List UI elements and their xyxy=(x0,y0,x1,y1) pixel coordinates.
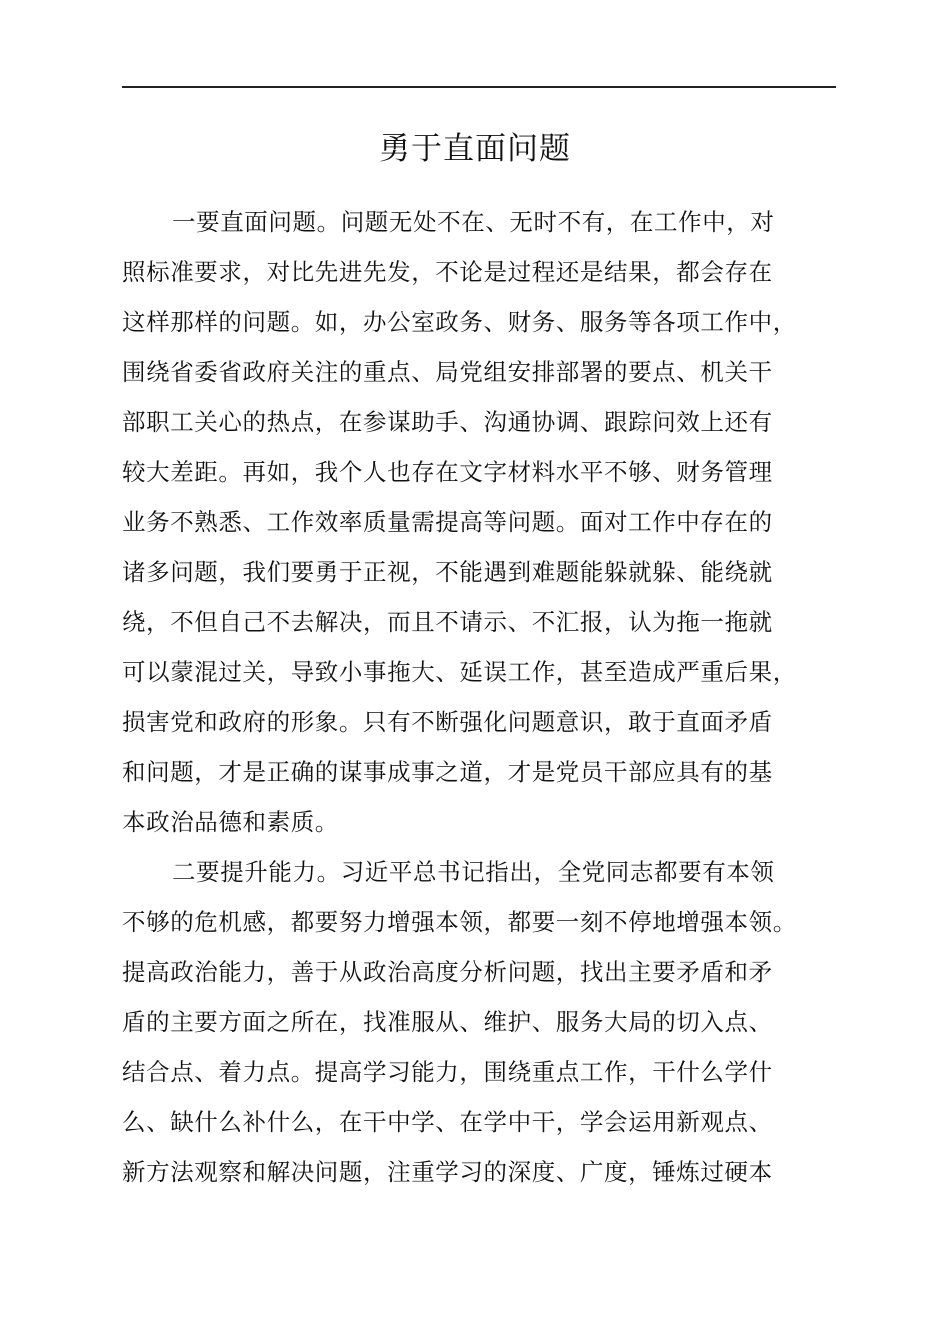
paragraph-line: 可以蒙混过关，导致小事拖大、延误工作，甚至造成严重后果， xyxy=(122,658,797,686)
paragraph-line: 本政治品德和素质。 xyxy=(122,808,339,836)
paragraph-line: 盾的主要方面之所在，找准服从、维护、服务大局的切入点、 xyxy=(122,1008,773,1036)
paragraph-line: 损害党和政府的形象。只有不断强化问题意识，敢于直面矛盾 xyxy=(122,708,773,736)
paragraph-line: 结合点、着力点。提高学习能力，围绕重点工作，干什么学什 xyxy=(122,1058,773,1086)
header-rule xyxy=(122,86,836,88)
paragraph-line: 照标准要求，对比先进先发，不论是过程还是结果，都会存在 xyxy=(122,258,773,286)
paragraph-line: 业务不熟悉、工作效率质量需提高等问题。面对工作中存在的 xyxy=(122,508,773,536)
paragraph-line: 绕，不但自己不去解决，而且不请示、不汇报，认为拖一拖就 xyxy=(122,608,773,636)
paragraph-line: 围绕省委省政府关注的重点、局党组安排部署的要点、机关干 xyxy=(122,358,773,386)
paragraph-line: 么、缺什么补什么，在干中学、在学中干，学会运用新观点、 xyxy=(122,1108,773,1136)
paragraph-line: 二要提升能力。习近平总书记指出，全党同志都要有本领 xyxy=(172,858,775,886)
paragraph-line: 一要直面问题。问题无处不在、无时不有，在工作中，对 xyxy=(172,208,775,236)
paragraph-line: 这样那样的问题。如，办公室政务、财务、服务等各项工作中， xyxy=(122,308,797,336)
paragraph-line: 诸多问题，我们要勇于正视，不能遇到难题能躲就躲、能绕就 xyxy=(122,558,773,586)
paragraph-line: 不够的危机感，都要努力增强本领，都要一刻不停地增强本领。 xyxy=(122,908,797,936)
paragraph-line: 部职工关心的热点，在参谋助手、沟通协调、跟踪问效上还有 xyxy=(122,408,773,436)
paragraph-line: 较大差距。再如，我个人也存在文字材料水平不够、财务管理 xyxy=(122,458,773,486)
paragraph-line: 新方法观察和解决问题，注重学习的深度、广度，锤炼过硬本 xyxy=(122,1158,773,1186)
document-body xyxy=(122,197,838,1197)
document-title: 勇于直面问题 xyxy=(379,131,571,167)
paragraph-line: 和问题，才是正确的谋事成事之道，才是党员干部应具有的基 xyxy=(122,758,773,786)
paragraph-line: 提高政治能力，善于从政治高度分析问题，找出主要矛盾和矛 xyxy=(122,958,773,986)
